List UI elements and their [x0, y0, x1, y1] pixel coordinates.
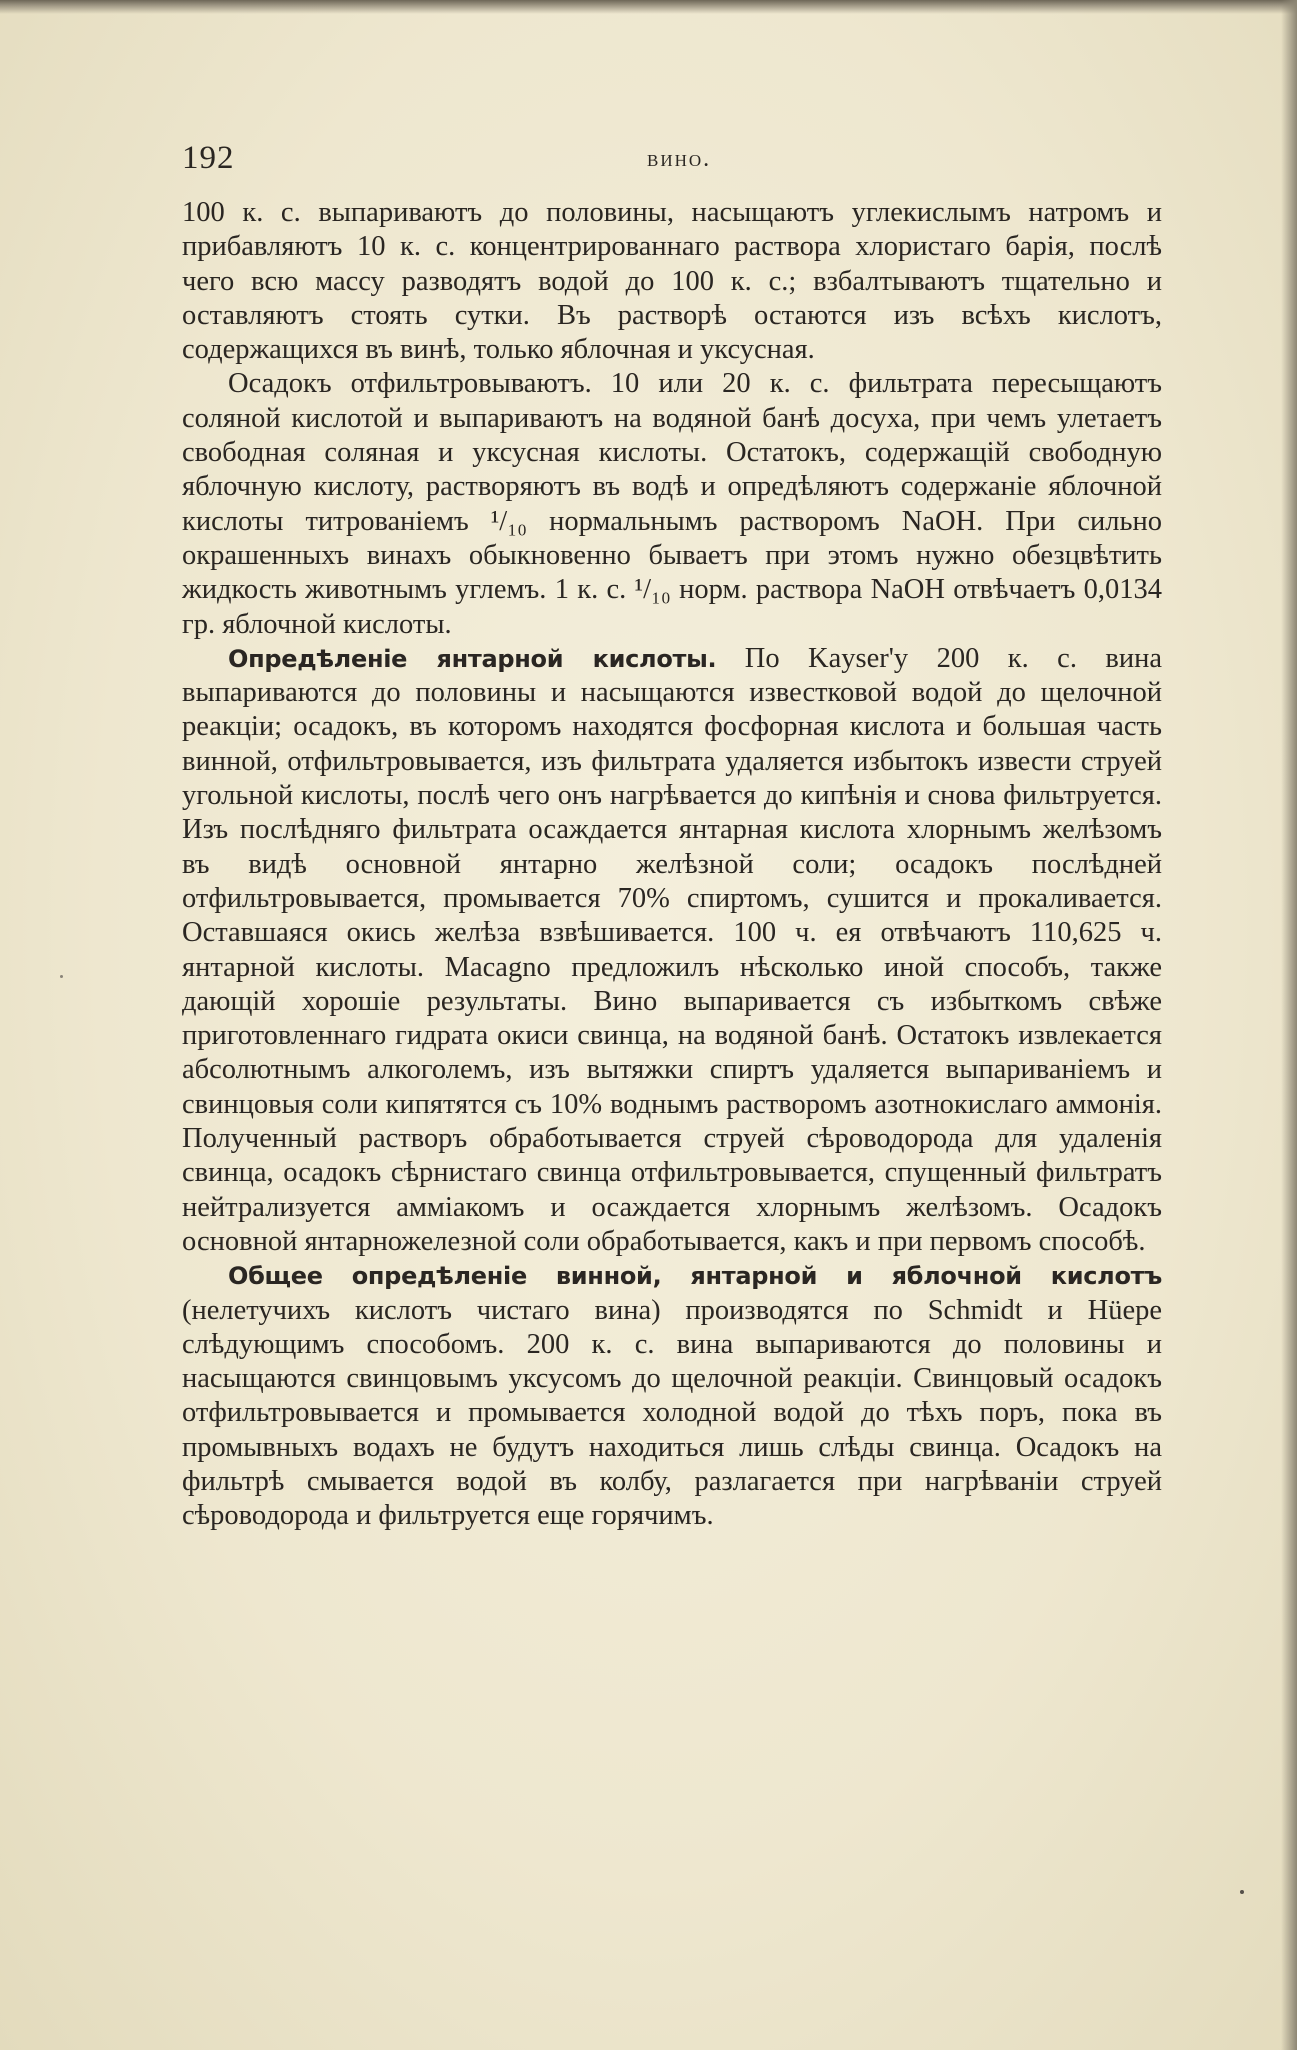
paragraph-3-text: По Kayser'у 200 к. с. вина выпариваются до половины и насыщаются известковой водой до щелочной реакціи; осадокъ, въ которомъ находятся фосфорная кислота и большая часть винной, отфильтровывается, изъ фильтрата удаляется избытокъ извести струей угольной кислоты, послѣ чего онъ нагрѣвается до кипѣнія и снова фильтруется. Изъ послѣдняго фильтрата осаждается янтарная кислота хлорнымъ желѣзомъ въ видѣ основной янтарно желѣзной соли; осадокъ послѣдней отфильтровывается, промывается 70% спиртомъ, сушится и прокаливается. Оставшаяся окись желѣза взвѣшивается. 100 ч. ея отвѣчаютъ 110,625 ч. янтарной кислоты. Macagno предложилъ нѣсколько иной способъ, также дающій хорошіе результаты. Вино выпаривается съ избыткомъ свѣже приготовленнаго гидрата окиси свинца, на водяной банѣ. Остатокъ извлекается абсолютнымъ алкоголемъ, изъ вытяжки спиртъ удаляется выпариваніемъ и свинцовыя соли кипятятся съ 10% воднымъ растворомъ азотнокислаго аммонія. Полученный растворъ обработывается струей сѣроводорода для удаленія свинца, осадокъ сѣрнистаго свинца отфильтровывается, спущенный фильтратъ нейтрализуется амміакомъ и осаждается хлорнымъ желѣзомъ. Осадокъ основной янтарножелезной соли обработывается, какъ и при первомъ способѣ.	[182, 642, 1162, 1257]
body-text	[182, 196, 1162, 1534]
section-heading-total-acids: Общее опредѣленіе винной, янтарной и яблочной кислотъ	[228, 1262, 1162, 1291]
paragraph-3	[182, 642, 1162, 1259]
paragraph-2	[182, 367, 1162, 641]
page-number: 192	[182, 140, 235, 176]
paragraph-1-text: 100 к. с. выпариваютъ до половины, насыщаютъ углекислымъ натромъ и прибавляютъ 10 к. с. концентрированнаго раствора хлористаго барія, послѣ чего всю массу разводятъ водой до 100 к. с.; взбалтываютъ тщательно и оставляютъ стоять сутки. Въ растворѣ остаются изъ всѣхъ кислотъ, содержащихся въ винѣ, только яблочная и уксусная.	[182, 197, 1162, 366]
paper-speck	[1240, 1890, 1244, 1894]
paragraph-1	[182, 196, 1162, 367]
paragraph-4-text: (нелетучихъ кислотъ чистаго вина) производятся по Schmidt и Hüере слѣдующимъ способомъ. 200 к. с. вина выпариваются до половины и насыщаются свинцовымъ уксусомъ до щелочной реакціи. Свинцовый осадокъ отфильтровывается и промывается холодной водой до тѣхъ поръ, пока въ промывныхъ водахъ не будутъ находиться лишь слѣды свинца. Осадокъ на фильтрѣ смывается водой въ колбу, разлагается при нагрѣваніи струей сѣроводорода и фильтруется еще горячимъ.	[182, 1294, 1162, 1532]
paragraph-4	[182, 1259, 1162, 1533]
paper-speck	[60, 975, 63, 978]
section-heading-succinic-acid: Опредѣленіе янтарной кислоты.	[228, 644, 717, 673]
page-right-edge	[1281, 0, 1297, 2050]
paragraph-2-text: Осадокъ отфильтровываютъ. 10 или 20 к. с. фильтрата пересыщаютъ соляной кислотой и выпариваютъ на водяной банѣ досуха, при чемъ улетаетъ свободная соляная и уксусная кислоты. Остатокъ, содержащій свободную яблочную кислоту, растворяютъ въ водѣ и опредѣляютъ содержаніе яблочной кислоты титрованіемъ ¹/₁₀ нормальнымъ растворомъ NaOH. При сильно окрашенныхъ винахъ обыкновенно бываетъ при этомъ нужно обезцвѣтить жидкость животнымъ углемъ. 1 к. с. ¹/₁₀ норм. раствора NaOH отвѣчаетъ 0,0134 гр. яблочной кислоты.	[182, 368, 1162, 640]
running-head: вино.	[647, 146, 712, 172]
page-header	[182, 140, 1162, 180]
page-top-edge	[0, 0, 1297, 14]
